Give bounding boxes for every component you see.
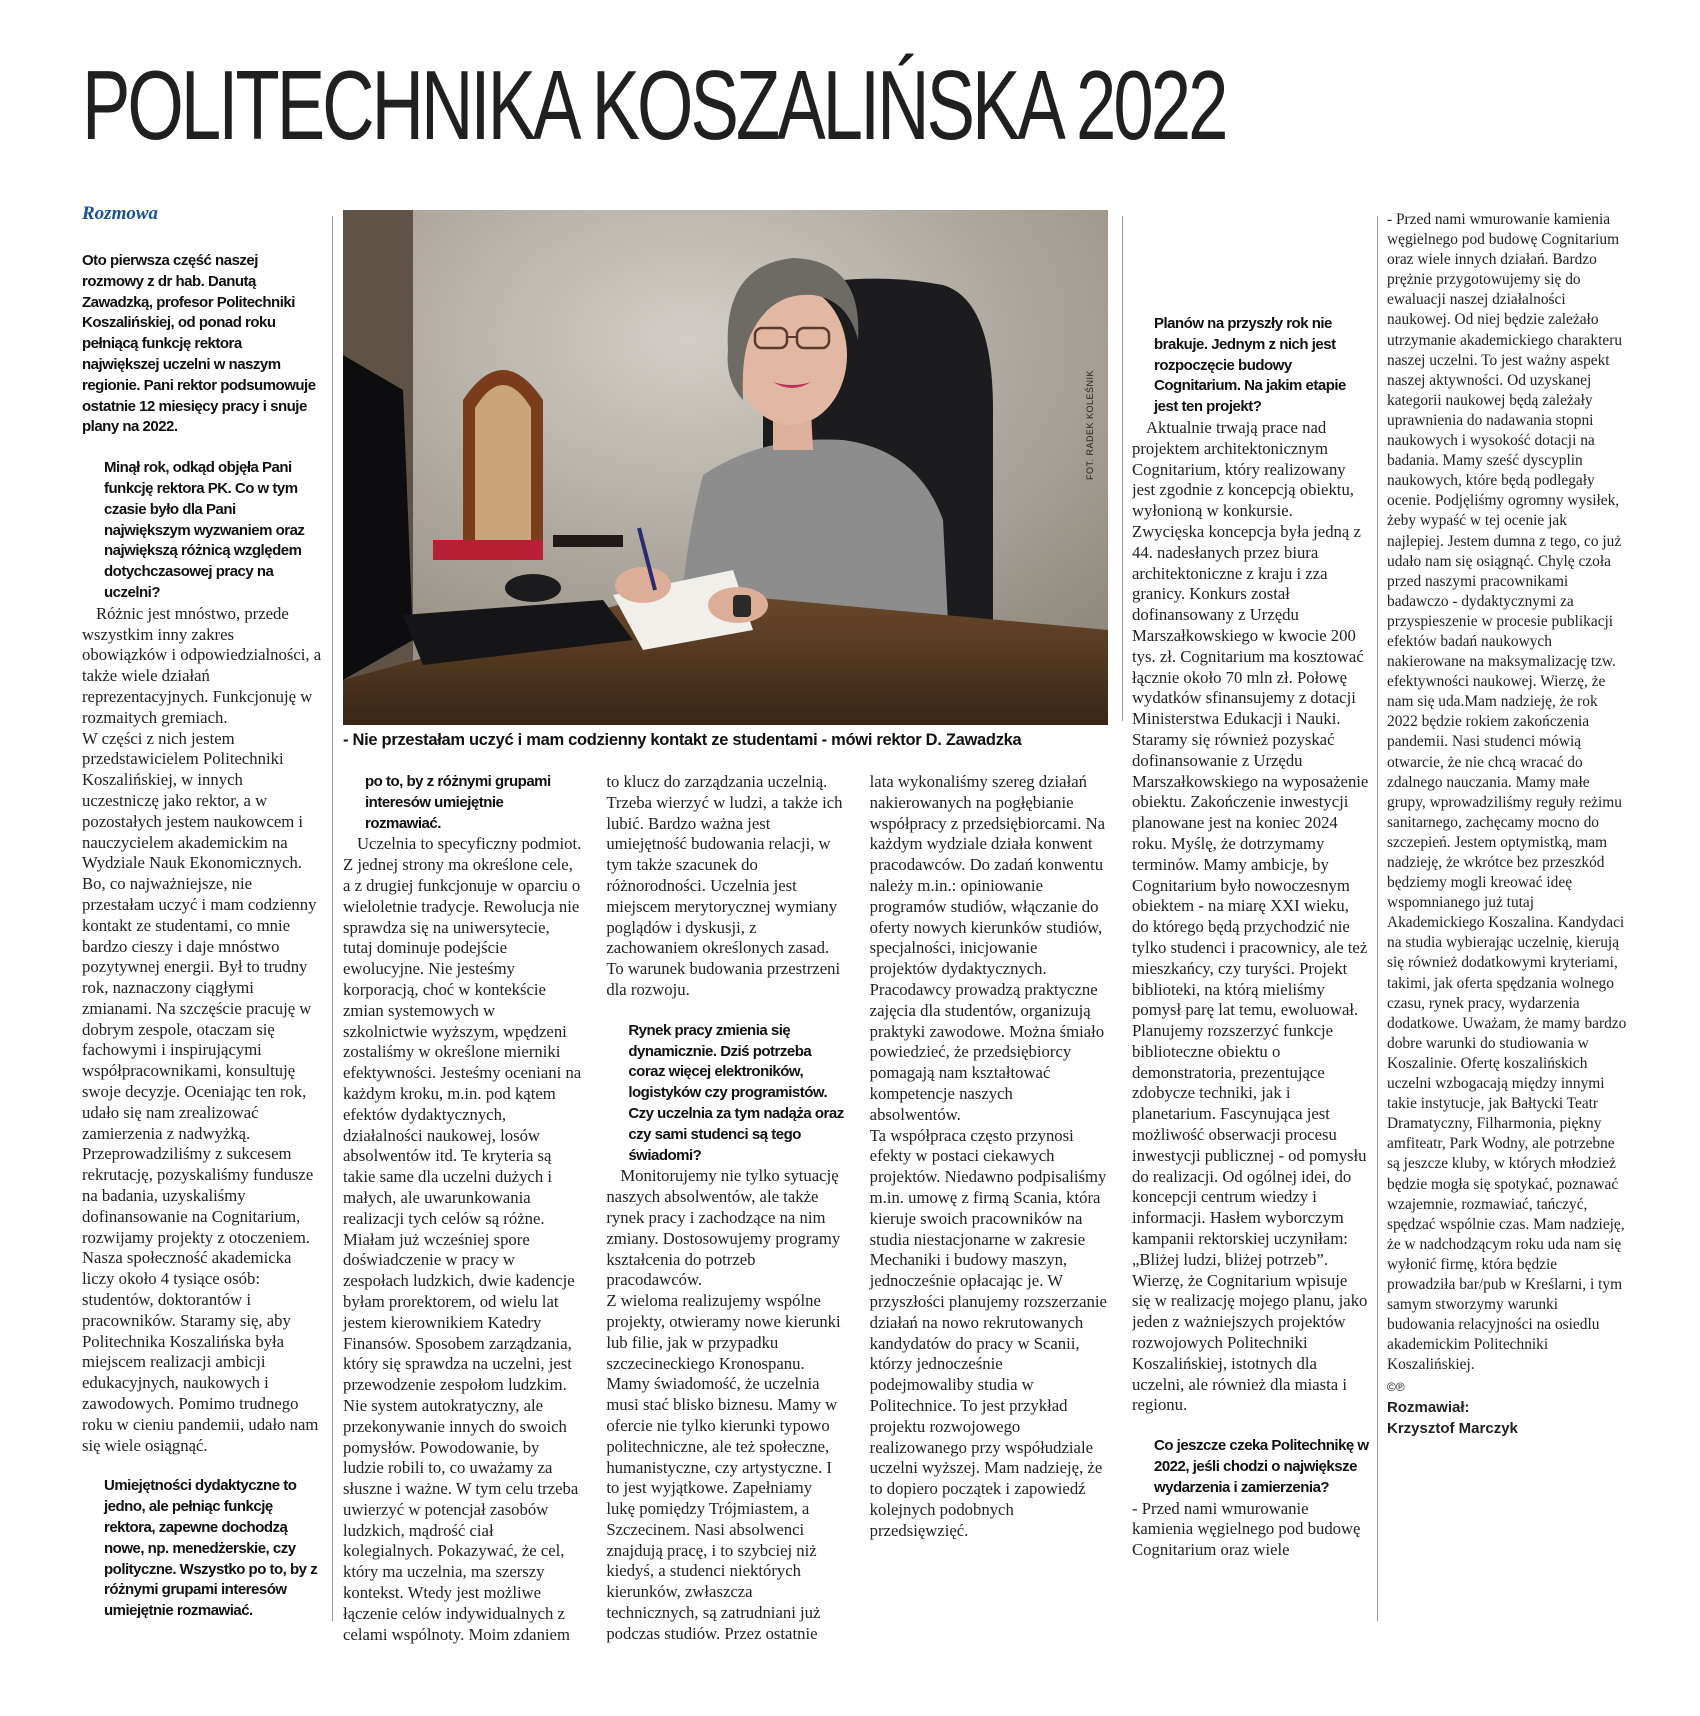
rector-photo xyxy=(343,210,1108,725)
article-column-6 xyxy=(1387,210,1627,1680)
question-2: Umiejętności dydaktyczne to jedno, ale pełniąc funkcję rektora, zapewne dochodzą nowe, np. menedżerskie, czy polityczne. Wszystko po to, by z różnymi grupami interesów umiejętnie rozmawiać. xyxy=(104,1477,318,1620)
answer-5-paragraph: - Przed nami wmurowanie kamienia węgielnego pod budowę Cognitarium oraz wiele xyxy=(1132,1498,1361,1560)
section-kicker: Rozmowa xyxy=(82,203,159,224)
signature-label: Rozmawiał: xyxy=(1387,1399,1470,1417)
question-5: Co jeszcze czeka Politechnikę w 2022, jeśli chodzi o największe wydarzenia i zamierzenia? xyxy=(1154,1437,1369,1496)
answer-1-paragraph: W części z nich jestem przedstawicielem Politechniki Koszalińskiej, w innych uczestniczę jako rektor, a w pozostałych jestem naukowcem i nauczycielem akademickim na Wydziale Nauk Ekonomicznych. Bo, co najważniejsze, nie przestałam uczyć i mam codzienny kontakt ze studentami, co mnie bardzo cieszy i daje mnóstwo pozytywnej energii. Był to trudny rok, naznaczony ciągłymi zmianami. Na szczęście pracuję w dobrym zespole, otaczam się fachowymi i inspirującymi współpracownikami, konsultuję swoje decyzje. Oceniając ten rok, udało się nam zrealizować zamierzenia z nadwyżką. Przeprowadziliśmy z sukcesem rekrutację, pozyskaliśmy fundusze na badania, uzyskaliśmy dofinansowanie na Cognitarium, rozwijamy projekty z otoczeniem. Nasza społeczność akademicka liczy około 4 tysiące osób: studentów, doktorantów i pracowników. Staramy się, aby Politechnika Koszalińska była miejscem realizacji ambicji edukacyjnych, naukowych i zawodowych. Pomimo trudnego roku w cieniu pandemii, udało nam się wiele osiągnąć. xyxy=(82,728,319,1455)
question-2-continued: po to, by z różnymi grupami interesów umiejętnie rozmawiać. xyxy=(365,773,551,832)
lead-paragraph: Oto pierwsza część naszej rozmowy z dr hab. Danutą Zawadzką, profesor Politechniki Koszalińskiej, od ponad roku pełniącą funkcję rektora największej uczelni w naszym regionie. Pani rektor podsumowuje ostatnie 12 miesięcy pracy i snuje plany na 2022. xyxy=(82,252,316,436)
photo-caption: - Nie przestałam uczyć i mam codzienny kontakt ze studentami - mówi rektor D. Zawadzka xyxy=(343,731,1022,749)
column-rule xyxy=(1122,216,1123,721)
question-1: Minął rok, odkąd objęła Pani funkcję rektora PK. Co w tym czasie było dla Pani największym wyzwaniem oraz największą różnicą względem dotychczasowej pracy na uczelni? xyxy=(104,459,305,601)
article-column-5 xyxy=(1132,210,1369,1670)
article-columns-2-4 xyxy=(343,772,1108,1662)
answer-4-paragraph: Aktualnie trwają prace nad projektem architektonicznym Cognitarium, który realizowany jest zgodnie z koncepcją obiektu, wyłonioną w konkursie. Zwycięska koncepcja była jedną z 44. nadesłanych przez biura architektoniczne z kraju i zza granicy. Konkurs został dofinansowany z Urzędu Marszałkowskiego w kwocie 200 tys. zł. Cognitarium ma kosztować łącznie około 70 mln zł. Połowę wydatków sfinansujemy z dotacji Ministerstwa Edukacji i Nauki. Staramy się również pozyskać dofinansowanie z Urzędu Marszałkowskiego na wyposażenie obiektu. Zakończenie inwestycji planowane jest na koniec 2024 roku. Myślę, że dotrzymamy terminów. Mamy ambicje, by Cognitarium było nowoczesnym obiektem - na miarę XXI wieku, do którego będą przychodzić nie tylko studenci i pracownicy, ale też mieszkańcy, czy turyści. Projekt biblioteki, na którą mieliśmy pomysł parę lat temu, ewoluował. Planujemy rozszerzyć funkcje biblioteczne obiektu o demonstratoria, prezentujące zdobycze techniki, jak i planetarium. Fascynująca jest możliwość obserwacji procesu inwestycji publicznej - od pomysłu do realizacji. Od ogólnej idei, do koncepcji centrum wiedzy i informacji. Hasłem wyborczym kampanii rektorskiej uczyniłam: „Bliżej ludzi, bliżej potrzeb”. Wierzę, że Cognitarium wpisuje się w realizację mojego planu, jako jeden z ważniejszych projektów rozwojowych Politechniki Koszalińskiej, istotnych dla uczelni, ale również dla miasta i regionu. xyxy=(1132,417,1369,1415)
answer-5-paragraph: - Przed nami wmurowanie kamienia węgielnego pod budowę Cognitarium oraz wiele innych działań. Bardzo prężnie przygotowujemy się do ewaluacji naszej działalności naukowej. Od niej będzie zależało utrzymanie akademickiego charakteru naszej uczelni. To jest ważny aspekt naszej aktywności. Od uzyskanej kategorii naukowej będą zależały uprawnienia do nadawania stopni naukowych i wysokość dotacji na badania. Mamy sześć dyscyplin naukowych, które będą podlegały ocenie. Podjęliśmy ogromny wysiłek, żeby wypaść w tej ocenie jak najlepiej. Jestem dumna z tego, co już udało nam się osiągnąć. Chylę czoła przed naszymi pracownikami badawczo - dydaktycznymi za przyspieszenie w procesie publikacji efektów badań naukowych nakierowane na maksymalizację tzw. efektywności naukowej. Wierzę, że nam się uda.Mam nadzieję, że rok 2022 będzie rokiem zakończenia pandemii. Nasi studenci mówią otwarcie, że nie chcą wracać do zdalnego nauczania. Mamy małe grupy, wprowadziliśmy reguły reżimu sanitarnego, zachęcamy mocno do szczepień. Jestem optymistką, mam nadzieję, że wkrótce bez przeszkód będziemy mogli kreować ideę wspomnianego już tutaj Akademickiego Koszalina. Kandydaci na studia wybierając uczelnię, kierują się również dodatkowymi kryteriami, takimi, jak oferta spędzania wolnego czasu, rynek pracy, wydarzenia dodatkowe. Uważam, że mamy bardzo dobre warunki do studiowania w Koszalinie. Ofertę koszalińskich uczelni wzbogacają między innymi takie instytucje, jak Bałtycki Teatr Dramatyczny, Filharmonia, piękny amfiteatr, Park Wodny, ale potrzebne są jeszcze kluby, w których młodzież będzie mogła się spotykać, poznawać wzajemnie, rozmawiać, tańczyć, spędzać wspólnie czas. Mam nadzieję, że w nadchodzącym roku uda nam się wyłonić firmę, która będzie prowadziła bar/pub w Kreślarni, i tym samym stworzymy warunki budowania relacyjności na osiedlu akademickim Politechniki Koszalińskiej. xyxy=(1387,211,1627,1374)
column-rule xyxy=(332,216,333,1621)
answer-1-paragraph: Różnic jest mnóstwo, przede wszystkim inny zakres obowiązków i odpowiedzialności, a także wiele działań reprezentacyjnych. Funkcjonuję w rozmaitych gremiach. xyxy=(82,603,322,727)
photo-credit: FOT. RADEK KOLEŚNIK xyxy=(1085,369,1095,480)
copyright-mark: ©℗ xyxy=(1387,1380,1405,1395)
article-column-1 xyxy=(82,251,322,1622)
signature-name: Krzysztof Marczyk xyxy=(1387,1420,1518,1438)
column-rule xyxy=(1377,216,1378,1621)
answer-3-paragraph: Z wieloma realizujemy wspólne projekty, otwieramy nowe kierunki lub filie, jak w przypadku szczecineckiego Kronospanu. Mamy świadomość, że uczelnia musi stać blisko biznesu. Mamy w ofercie nie tylko kierunki typowo politechniczne, ale też społeczne, humanistyczne, czy artystyczne. I to jest wyjątkowe. Zapełniamy lukę pomiędzy Trójmiastem, a Szczecinem. Nasi absolwenci znajdują pracę, i to szybciej niż kiedyś, a studenci niektórych kierunków, zwłaszcza technicznych, są zatrudniani już podczas studiów. Przez ostatnie lata wykonaliśmy szereg działań nakierowanych na pogłębianie współpracy z przedsiębiorcami. Na każdym wydziale działa konwent pracodawców. Do zadań konwentu należy m.in.: opiniowanie programów studiów, włączanie do oferty nowych kierunków studiów, specjalności, inicjowanie projektów dydaktycznych. Pracodawcy prowadzą praktyczne zajęcia dla studentów, organizują praktyki zawodowe. Można śmiało powiedzieć, że przedsiębiorcy pomagają nam kształtować kompetencje naszych absolwentów. xyxy=(606,772,1106,1643)
question-4: Planów na przyszły rok nie brakuje. Jednym z nich jest rozpoczęcie budowy Cognitarium. Na jakim etapie jest ten projekt? xyxy=(1154,315,1346,416)
page-title: POLITECHNIKA KOSZALIŃSKA 2022 xyxy=(82,50,1226,160)
answer-2-paragraph: Uczelnia to specyficzny podmiot. Z jednej strony ma określone cele, a z drugiej funkcjonuje w oparciu o wieloletnie tradycje. Rewolucja nie sprawdza się na uniwersytecie, tutaj dominuje podejście ewolucyjne. Nie jesteśmy korporacją, choć w kontekście zmian systemowych w szkolnictwie wyższym, wpędzeni zostaliśmy w określone mierniki efektywności. Jesteśmy oceniani na każdym kroku, m.in. pod kątem efektów dydaktycznych, działalności naukowej, losów absolwentów itd. Te kryteria są takie same dla uczelni dużych i małych, ale uwarunkowania realizacji tych celów są różne. Miałam już wcześniej spore doświadczenie w pracy w zespołach ludzkich, dwie kadencje byłam prorektorem, od wielu lat jestem kierownikiem Katedry Finansów. Sposobem zarządzania, który się sprawdza na uczelni, jest przewodzenie zespołom ludzkim. Nie system autokratyczny, ale przekonywanie innych do swoich pomysłów. Powodowanie, by ludzie robili to, co uważamy za słuszne i ważne. W tym celu trzeba uwierzyć w potencjał zasobów ludzkich, mądrość ciał kolegialnych. Pokazywać, że cel, który ma uczelnia, ma szerszy kontekst. Wtedy jest możliwe łączenie celów indywidualnych z celami wspólnoty. Moim zdaniem to klucz do zarządzania uczelnią. Trzeba wierzyć w ludzi, a także ich lubić. Bardzo ważna jest umiejętność budowania relacji, w tym także szacunek do różnorodności. Uczelnia jest miejscem merytorycznej wymiany poglądów i dyskusji, z zachowaniem określonych zasad. To warunek budowania przestrzeni dla rozwoju. xyxy=(343,772,843,1644)
answer-3-paragraph: Ta współpraca często przynosi efekty w postaci ciekawych projektów. Niedawno podpisaliśmy m.in. umowę z firmą Scania, która kieruje swoich pracowników na studia niestacjonarne w zakresie Mechaniki i budowy maszyn, jednocześnie opłacając je. W przyszłości planujemy rozszerzanie działań na nowo rekrutowanych kandydatów do pracy w Scanii, którzy jednocześnie podejmowaliby studia w Politechnice. To jest przykład projektu rozwojowego realizowanego przy współudziale uczelni wyższej. Mam nadzieję, że to dopiero początek i zapowiedź kolejnych podobnych przedsięwzięć. xyxy=(869,1125,1107,1540)
question-3: Rynek pracy zmienia się dynamicznie. Dziś potrzeba coraz więcej elektroników, logistyków czy programistów. Czy uczelnia za tym nadąża oraz czy sami studenci są tego świadomi? xyxy=(628,1021,844,1164)
answer-3-paragraph: Monitorujemy nie tylko sytuację naszych absolwentów, ale także rynek pracy i zachodzące na nim zmiany. Dostosowujemy programy kształcenia do potrzeb pracodawców. xyxy=(606,1166,841,1290)
